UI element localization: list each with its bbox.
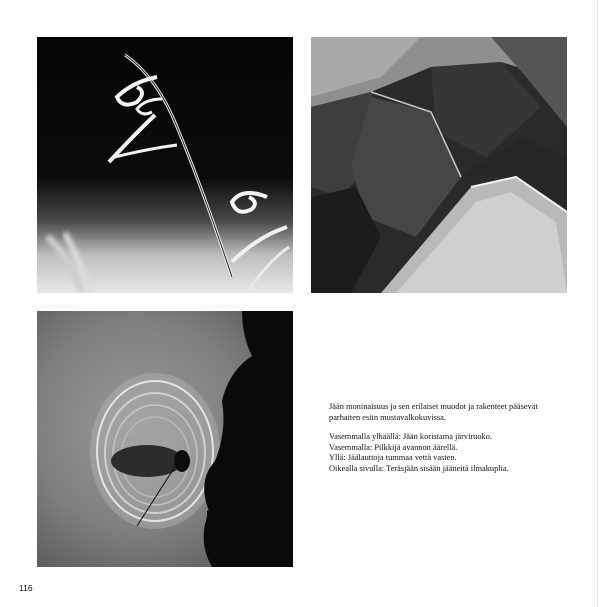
caption-line: Yllä: Jäälauttoja tummaa vettä vasten. xyxy=(329,453,457,463)
photo-caption xyxy=(329,402,554,475)
photo-ice-fishing-hole xyxy=(37,311,293,567)
photo-ice-floes xyxy=(311,37,567,293)
page-number: 116 xyxy=(19,583,33,593)
caption-line: Vasemmalla: Pilkkijä avannon äärellä. xyxy=(329,442,458,452)
caption-line: Oikealla sivulla: Teräsjään sisään jääneitä ilmakuplia. xyxy=(329,463,509,473)
caption-intro: Jään moninaisuus ja sen erilaiset muodot ja rakenteet pääsevät parhaiten esiin mustavalkokuvissa. xyxy=(329,402,538,422)
caption-credits xyxy=(329,432,554,474)
caption-line: Vasemmalla ylhäällä: Jään koristama järviruoko. xyxy=(329,432,493,442)
page-edge-divider xyxy=(597,0,598,607)
photo-frosted-reed xyxy=(37,37,293,293)
